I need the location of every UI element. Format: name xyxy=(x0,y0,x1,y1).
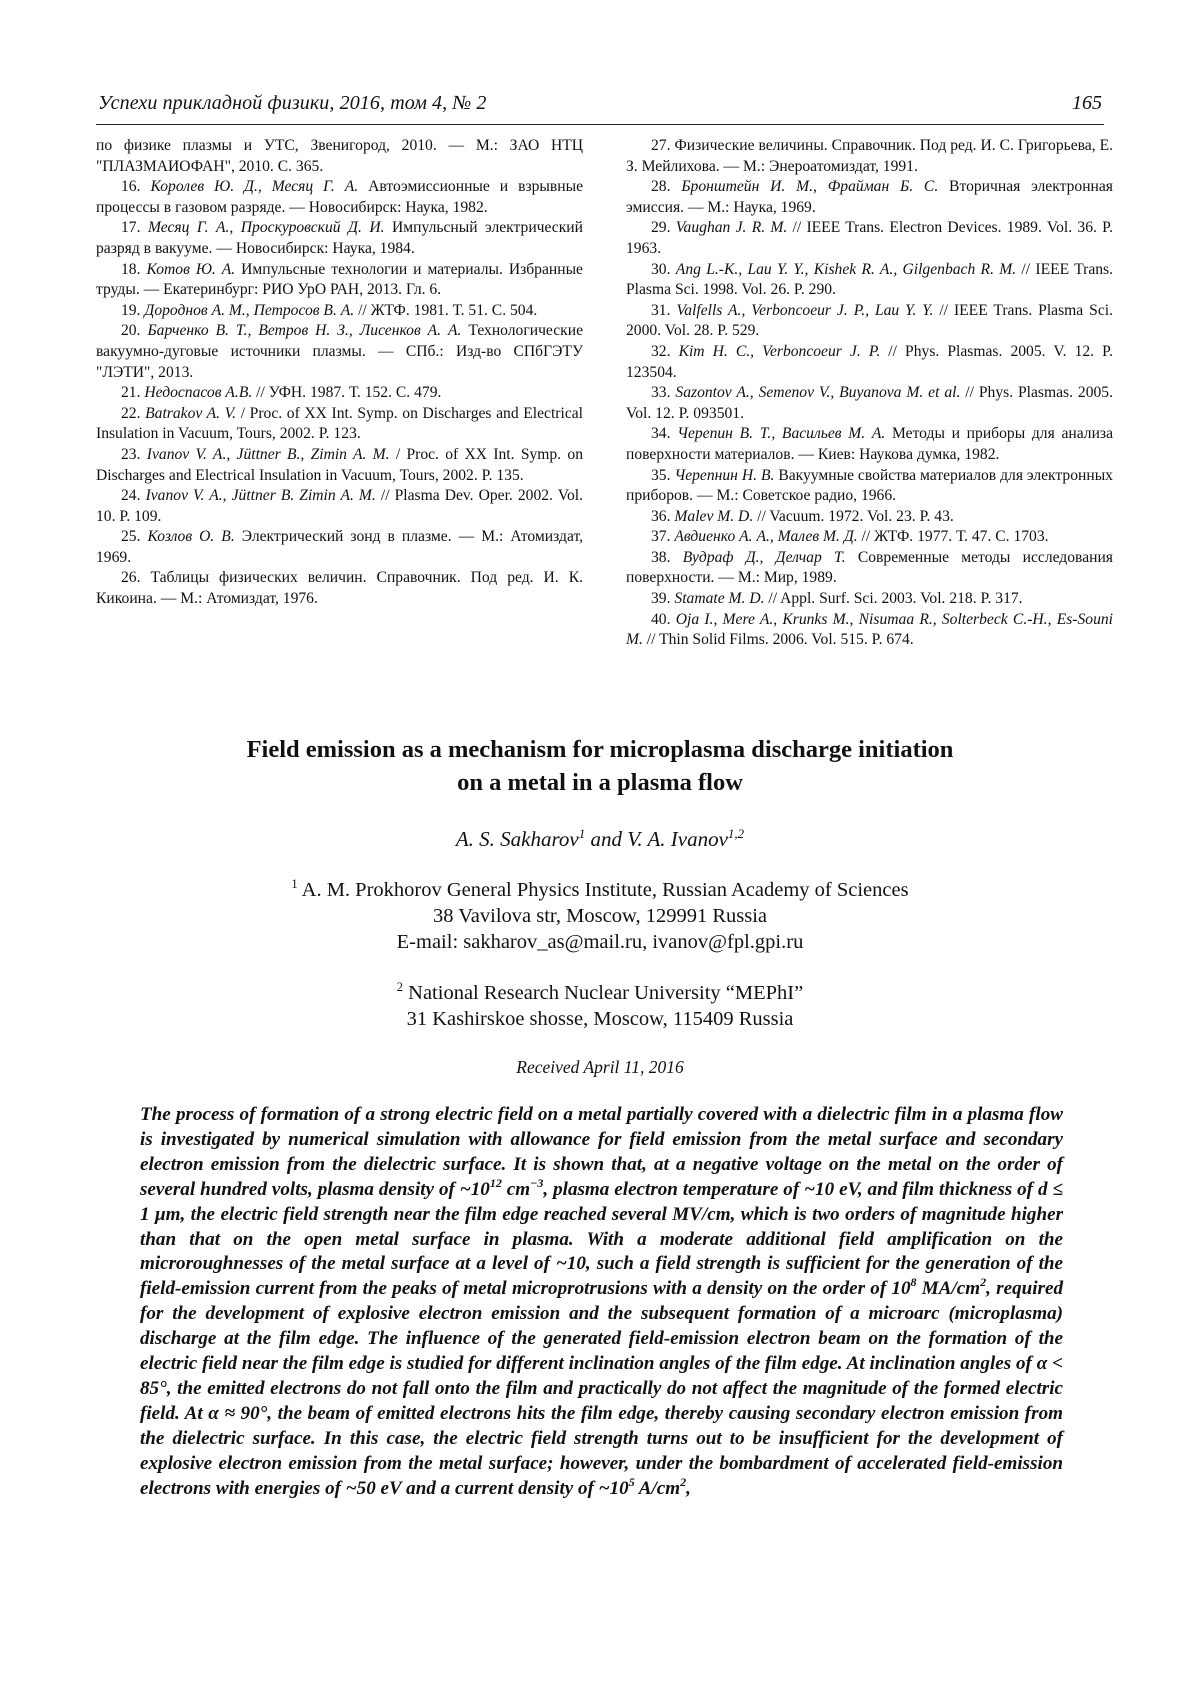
article-title xyxy=(96,733,1104,799)
reference-number: 35. xyxy=(651,466,671,484)
abstract-sup: 5 xyxy=(628,1474,635,1489)
reference-item xyxy=(96,321,583,383)
reference-details: // УФН. 1987. Т. 152. С. 479. xyxy=(252,384,442,402)
reference-details: // IEEE Trans. Plasma Sci. 2000. Vol. 28. P. 529. xyxy=(626,301,1113,340)
reference-details: // Plasma Dev. Oper. 2002. Vol. 10. P. 109. xyxy=(96,487,584,525)
reference-item xyxy=(626,301,1113,342)
running-header-page-number: 165 xyxy=(1072,92,1102,114)
reference-authors: Sazontov A., Semenov V., Buyanova M. et al. xyxy=(675,384,961,402)
reference-number: 38. xyxy=(651,548,671,566)
reference-item xyxy=(626,342,1113,383)
reference-number: 24. xyxy=(121,487,141,505)
reference-number: 26. xyxy=(121,569,141,587)
article-authors xyxy=(96,827,1104,852)
affiliation-1-address: 38 Vavilova str, Moscow, 129991 Russia xyxy=(432,905,767,927)
reference-item xyxy=(96,177,583,218)
reference-text: по физике плазмы и УТС, Звенигород, 2010. — М.: ЗАО НТЦ "ПЛАЗМАИОФАН", 2010. С. 365. xyxy=(96,137,583,175)
reference-details: Современные методы исследования поверхности. — М.: Мир, 1989. xyxy=(626,548,1113,587)
reference-item xyxy=(96,136,583,177)
abstract-sup: −3 xyxy=(530,1175,544,1190)
reference-details: Импульсный электрический разряд в вакууме. — Новосибирск: Наука, 1984. xyxy=(96,219,583,257)
abstract-text: , xyxy=(686,1477,691,1499)
reference-number: 36. xyxy=(651,507,671,525)
reference-number: 21. xyxy=(121,384,141,402)
affiliation-1-email: E-mail: sakharov_as@mail.ru, ivanov@fpl.gpi.ru xyxy=(396,931,804,953)
reference-authors: Дороднов А. М., Петросов В. А. xyxy=(144,301,355,319)
reference-details: Таблицы физических величин. Справочник. Под ред. И. К. Кикоина. — М.: Атомиздат, 1976. xyxy=(96,569,583,608)
reference-item xyxy=(626,383,1113,424)
affiliation-2-marker: 2 xyxy=(396,980,404,994)
reference-details: // IEEE Trans. Plasma Sci. 1998. Vol. 26. P. 290. xyxy=(626,260,1114,299)
reference-details: / Proc. of XX Int. Symp. on Discharges and Electrical Insulation in Vacuum, Tours, 2002. P. 123. xyxy=(96,404,583,443)
reference-details: Методы и приборы для анализа поверхности материалов. — Киев: Наукова думка, 1982. xyxy=(626,425,1113,463)
reference-number: 25. xyxy=(121,528,141,546)
reference-details: // Phys. Plasmas. 2005. Vol. 12. P. 093501. xyxy=(626,384,1114,422)
reference-item xyxy=(626,610,1113,651)
reference-item xyxy=(96,218,583,259)
reference-details: Вторичная электронная эмиссия. — М.: Наука, 1969. xyxy=(626,178,1113,216)
affiliation-1-institute: A. M. Prokhorov General Physics Institute, Russian Academy of Sciences xyxy=(297,879,909,901)
reference-number: 37. xyxy=(651,528,671,546)
reference-item xyxy=(626,260,1113,301)
reference-details: // ЖТФ. 1981. Т. 51. С. 504. xyxy=(354,301,538,319)
abstract-sup: 2 xyxy=(680,1474,687,1489)
reference-item xyxy=(96,301,583,322)
affiliation-2-institute: National Research Nuclear University “MEPhI” xyxy=(403,982,804,1004)
affiliation-2-address: 31 Kashirskoe shosse, Moscow, 115409 Russia xyxy=(406,1008,794,1030)
abstract-sup: 2 xyxy=(980,1275,987,1290)
reference-item xyxy=(96,527,583,568)
reference-number: 32. xyxy=(651,342,671,360)
abstract-sup: 8 xyxy=(910,1275,917,1290)
reference-item xyxy=(96,445,583,486)
reference-authors: Stamate M. D. xyxy=(674,590,765,608)
reference-number: 23. xyxy=(121,445,141,463)
reference-details: Технологические вакуумно-дуговые источники плазмы. — СПб.: Изд-во СПбГЭТУ "ЛЭТИ", 2013. xyxy=(96,322,584,381)
reference-authors: Авдиенко А. А., Малев М. Д. xyxy=(674,528,858,546)
reference-authors: Вудраф Д., Делчар Т. xyxy=(682,548,846,566)
reference-item xyxy=(626,136,1113,177)
author-1-affiliation: 1 xyxy=(578,826,586,841)
reference-authors: Ang L.-K., Lau Y. Y., Kishek R. A., Gilgenbach R. M. xyxy=(675,260,1017,278)
reference-details: / Proc. of XX Int. Symp. on Discharges and Electrical Insulation in Vacuum, Tours, 2002. P. 135. xyxy=(96,445,583,484)
author-2: V. A. Ivanov xyxy=(627,827,728,851)
author-1: A. S. Sakharov xyxy=(455,827,579,851)
reference-authors: Королев Ю. Д., Месяц Г. А. xyxy=(150,178,359,196)
running-header-journal: Успехи прикладной физики, 2016, том 4, № 2 xyxy=(98,92,487,114)
reference-details: // Thin Solid Films. 2006. Vol. 515. P. 674. xyxy=(642,631,914,649)
reference-details: // Phys. Plasmas. 2005. V. 12. P. 123504. xyxy=(626,342,1113,381)
reference-item xyxy=(96,404,583,445)
reference-details: // ЖТФ. 1977. Т. 47. С. 1703. xyxy=(857,528,1049,546)
reference-authors: Valfells A., Verboncoeur J. P., Lau Y. Y. xyxy=(676,301,934,319)
abstract-text: , required for the development of explosive electron emission and the subsequent formation of a microarc (microplasma) discharge at the film edge. The influence of the generated field-emission electron beam on the formation of the electric field near the film edge is studied for different inclination angles of the film edge. At inclination angles of α < 85°, the emitted electrons do not fall onto the film and practically do not affect the magnitude of the formed electric field. At α ≈ 90°, the beam of emitted electrons hits the film edge, thereby causing secondary electron emission from the dielectric surface. In this case, the electric field strength turns out to be insufficient for the development of explosive electron emission from the metal surface; however, under the bombardment of accelerated field-emission electrons with energies of ~50 eV and a current density of ~10 xyxy=(140,1278,1063,1499)
reference-item xyxy=(96,383,583,404)
reference-item xyxy=(96,260,583,301)
reference-number: 31. xyxy=(651,301,671,319)
reference-authors: Ivanov V. A., Jüttner B. Zimin A. M. xyxy=(145,487,376,505)
reference-details: Импульсные технологии и материалы. Избранные труды. — Екатеринбург: РИО УрО РАН, 2013. Гл. 6. xyxy=(96,260,583,299)
reference-authors: Бронштейн И. М., Фрайман Б. С. xyxy=(681,178,939,196)
reference-number: 28. xyxy=(651,178,671,196)
reference-authors: Месяц Г. А., Проскуровский Д. И. xyxy=(147,219,385,237)
reference-item xyxy=(96,486,583,527)
reference-authors: Batrakov A. V. xyxy=(145,404,237,422)
reference-item xyxy=(626,424,1113,465)
title-line-2: on a metal in a plasma flow xyxy=(457,769,743,796)
reference-authors: Vaughan J. R. M. xyxy=(675,219,788,237)
reference-number: 20. xyxy=(121,322,141,340)
reference-item xyxy=(626,589,1113,610)
reference-item xyxy=(626,466,1113,507)
reference-number: 29. xyxy=(651,219,671,237)
reference-number: 33. xyxy=(651,384,671,402)
title-line-1: Field emission as a mechanism for microplasma discharge initiation xyxy=(246,736,954,763)
header-rule xyxy=(96,124,1104,125)
abstract-text: cm xyxy=(501,1178,531,1200)
reference-details: Автоэмиссионные и взрывные процессы в газовом разряде. — Новосибирск: Наука, 1982. xyxy=(96,178,584,216)
reference-details: Физические величины. Справочник. Под ред. И. С. Григорьева, Е. З. Мейлихова. — М.: Энероатомиздат, 1991. xyxy=(626,137,1113,175)
reference-number: 19. xyxy=(121,301,141,319)
reference-details: // Appl. Surf. Sci. 2003. Vol. 218. P. 317. xyxy=(764,590,1023,608)
reference-authors: Недоспасов А.В. xyxy=(144,384,253,402)
reference-authors: Черепин В. Т., Васильев М. А. xyxy=(677,425,886,443)
reference-details: Электрический зонд в плазме. — М.: Атомиздат, 1969. xyxy=(96,528,583,566)
affiliation-1 xyxy=(96,877,1104,955)
author-2-affiliation: 1,2 xyxy=(727,826,745,841)
reference-details: Вакуумные свойства материалов для электронных приборов. — М.: Советское радио, 1966. xyxy=(626,466,1113,505)
reference-number: 18. xyxy=(121,260,141,278)
reference-number: 22. xyxy=(121,404,141,422)
reference-details: // IEEE Trans. Electron Devices. 1989. Vol. 36. P. 1963. xyxy=(626,219,1113,257)
reference-item xyxy=(626,527,1113,548)
abstract-text: , plasma electron temperature of ~10 eV, and film thickness of d ≤ 1 μm, the electric field strength near the film edge reached several MV/cm, which is two orders of magnitude higher than that on the open metal surface in plasma. With a moderate additional field amplification on the microroughnesses of the metal surface at a level of ~10, such a field strength is sufficient for the generation of the field-emission current from the peaks of metal microprotrusions with a density on the order of 10 xyxy=(140,1178,1063,1300)
reference-item xyxy=(626,177,1113,218)
reference-authors: Oja I., Mere A., Krunks M., Nisumaa R., Solterbeck C.-H., Es-Souni M. xyxy=(626,610,1113,649)
reference-authors: Ivanov V. A., Jüttner B., Zimin A. M. xyxy=(146,445,390,463)
affiliation-2 xyxy=(96,980,1104,1032)
references-right-column xyxy=(626,136,1113,651)
reference-number: 34. xyxy=(651,425,671,443)
abstract xyxy=(140,1103,1063,1502)
reference-authors: Козлов О. В. xyxy=(147,528,235,546)
reference-item xyxy=(626,218,1113,259)
reference-item xyxy=(96,568,583,609)
reference-authors: Барченко В. Т., Ветров Н. З., Лисенков А. А. xyxy=(147,322,462,340)
reference-authors: Malev M. D. xyxy=(674,507,754,525)
received-date: Received April 11, 2016 xyxy=(516,1057,684,1077)
abstract-text: MA/cm xyxy=(916,1278,981,1300)
reference-number: 39. xyxy=(651,590,671,608)
author-conjunction: and xyxy=(585,827,628,851)
affiliation-1-marker: 1 xyxy=(291,877,298,891)
reference-number: 30. xyxy=(651,260,671,278)
references-left-column xyxy=(96,136,583,610)
reference-item xyxy=(626,507,1113,528)
abstract-text: A/cm xyxy=(634,1477,681,1499)
reference-authors: Котов Ю. А. xyxy=(146,260,236,278)
abstract-text: The process of formation of a strong electric field on a metal partially covered with a dielectric film in a plasma flow is investigated by numerical simulation with allowance for field emission from the metal surface and secondary electron emission from the dielectric surface. It is shown that, at a negative voltage on the metal on the order of several hundred volts, plasma density of ~10 xyxy=(140,1104,1063,1200)
reference-details: // Vacuum. 1972. Vol. 23. P. 43. xyxy=(753,507,954,525)
reference-item xyxy=(626,548,1113,589)
reference-number: 17. xyxy=(121,219,141,237)
reference-number: 27. xyxy=(651,137,671,154)
reference-number: 16. xyxy=(121,178,141,196)
reference-authors: Kim H. C., Verboncoeur J. P. xyxy=(678,342,881,360)
reference-authors: Черепнин Н. В. xyxy=(674,466,775,484)
abstract-sup: 12 xyxy=(489,1175,502,1190)
reference-number: 40. xyxy=(651,610,671,628)
